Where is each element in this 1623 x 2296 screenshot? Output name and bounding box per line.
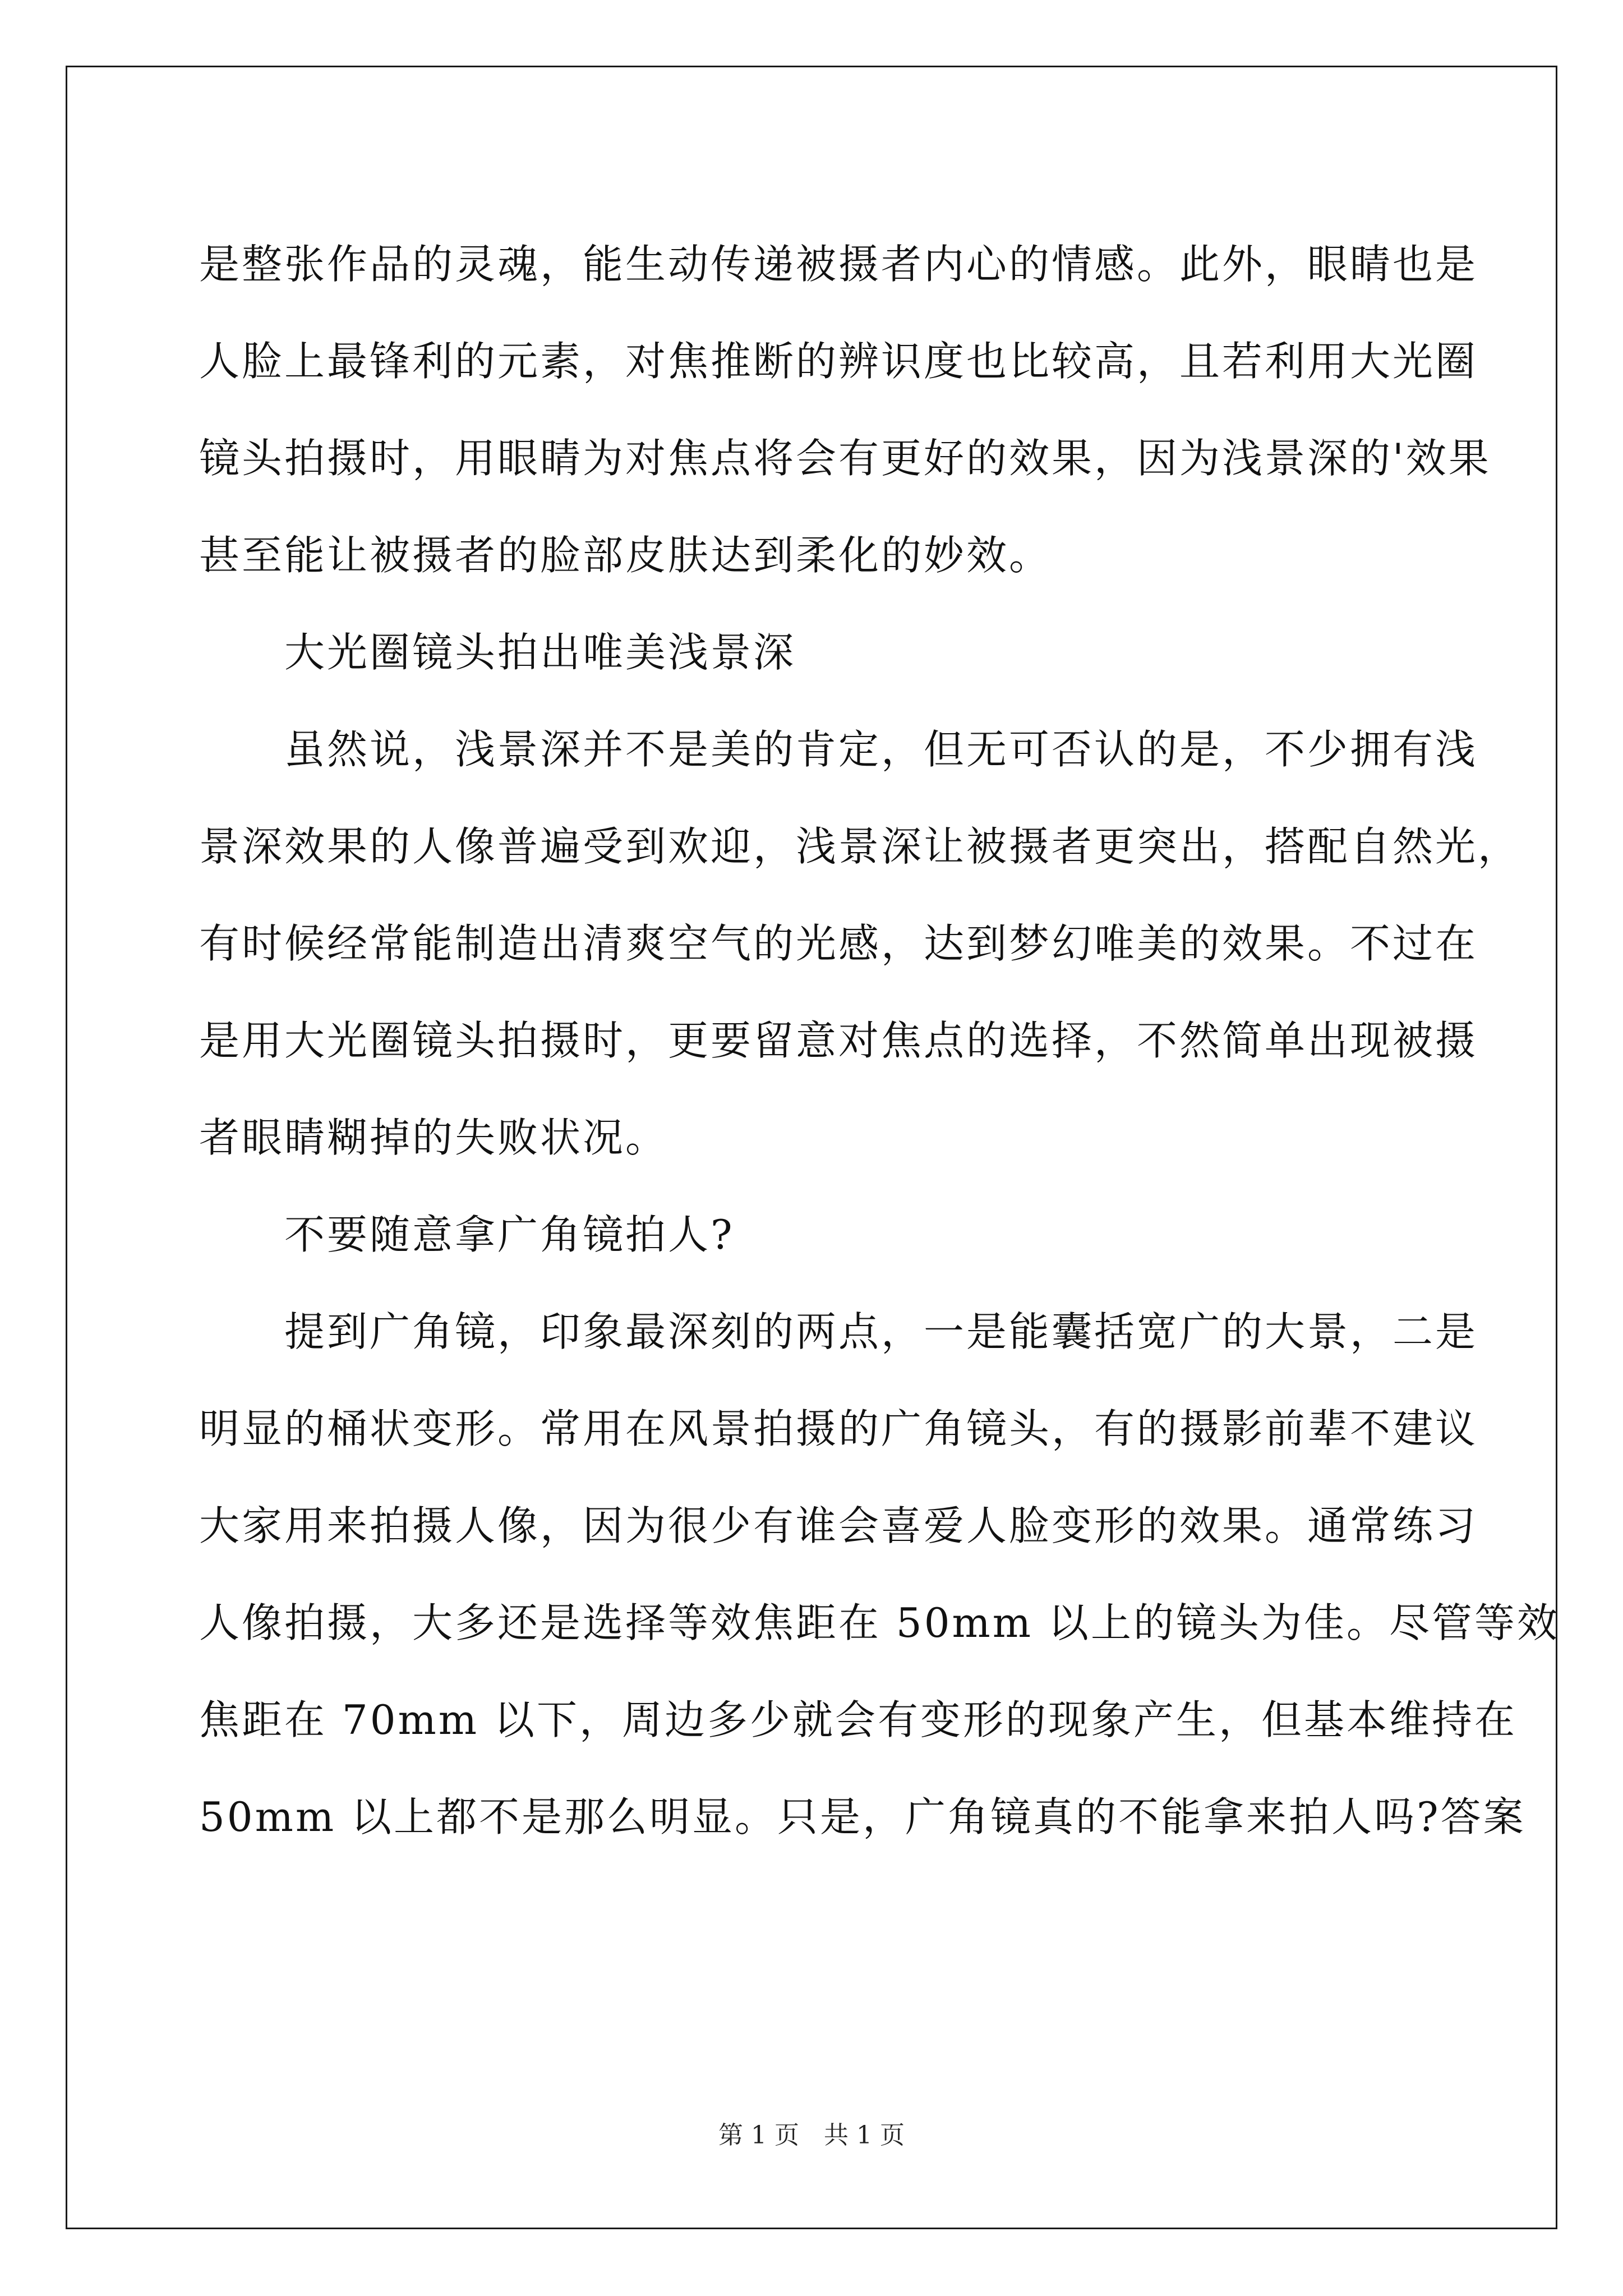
- paragraph-shallow-dof: [199, 701, 1521, 1186]
- text-line: 提到广角镜，印象最深刻的两点，一是能囊括宽广的大景，二是: [284, 1308, 1478, 1355]
- text-line: 是整张作品的灵魂，能生动传递被摄者内心的情感。此外，眼睛也是: [199, 241, 1478, 288]
- text-line: 明显的桶状变形。常用在风景拍摄的广角镜头，有的摄影前辈不建议: [199, 1405, 1478, 1452]
- paragraph-eyes: [199, 216, 1491, 604]
- text-line: 大家用来拍摄人像，因为很少有谁会喜爱人脸变形的效果。通常练习: [199, 1502, 1478, 1549]
- section-heading-shallow-dof: 大光圈镜头拍出唯美浅景深: [284, 629, 796, 676]
- section-heading-wide-angle: 不要随意拿广角镜拍人?: [284, 1211, 735, 1258]
- text-line: 人脸上最锋利的元素，对焦推断的辨识度也比较高，且若利用大光圈: [199, 338, 1478, 385]
- text-line: 焦距在 70mm 以下，周边多少就会有变形的现象产生，但基本维持在: [199, 1696, 1517, 1743]
- document-body: [199, 216, 1560, 1866]
- text-line: 是用大光圈镜头拍摄时，更要留意对焦点的选择，不然简单出现被摄: [199, 1017, 1478, 1064]
- text-line: 景深效果的人像普遍受到欢迎，浅景深让被摄者更突出，搭配自然光，: [199, 823, 1521, 870]
- page-number-footer: 第 1 页 共 1 页: [718, 2121, 905, 2150]
- text-line: 50mm 以上都不是那么明显。只是，广角镜真的不能拿来拍人吗?答案: [199, 1793, 1526, 1841]
- text-line: 虽然说，浅景深并不是美的肯定，但无可否认的是，不少拥有浅: [284, 726, 1478, 773]
- text-line: 人像拍摄，大多还是选择等效焦距在 50mm 以上的镜头为佳。尽管等效: [199, 1599, 1560, 1646]
- text-line: 甚至能让被摄者的脸部皮肤达到柔化的妙效。: [199, 532, 1052, 579]
- text-line: 者眼睛糊掉的失败状况。: [199, 1114, 668, 1161]
- paragraph-wide-angle: [199, 1283, 1560, 1866]
- text-line: 镜头拍摄时，用眼睛为对焦点将会有更好的效果，因为浅景深的'效果: [199, 435, 1491, 482]
- text-line: 有时候经常能制造出清爽空气的光感，达到梦幻唯美的效果。不过在: [199, 920, 1478, 967]
